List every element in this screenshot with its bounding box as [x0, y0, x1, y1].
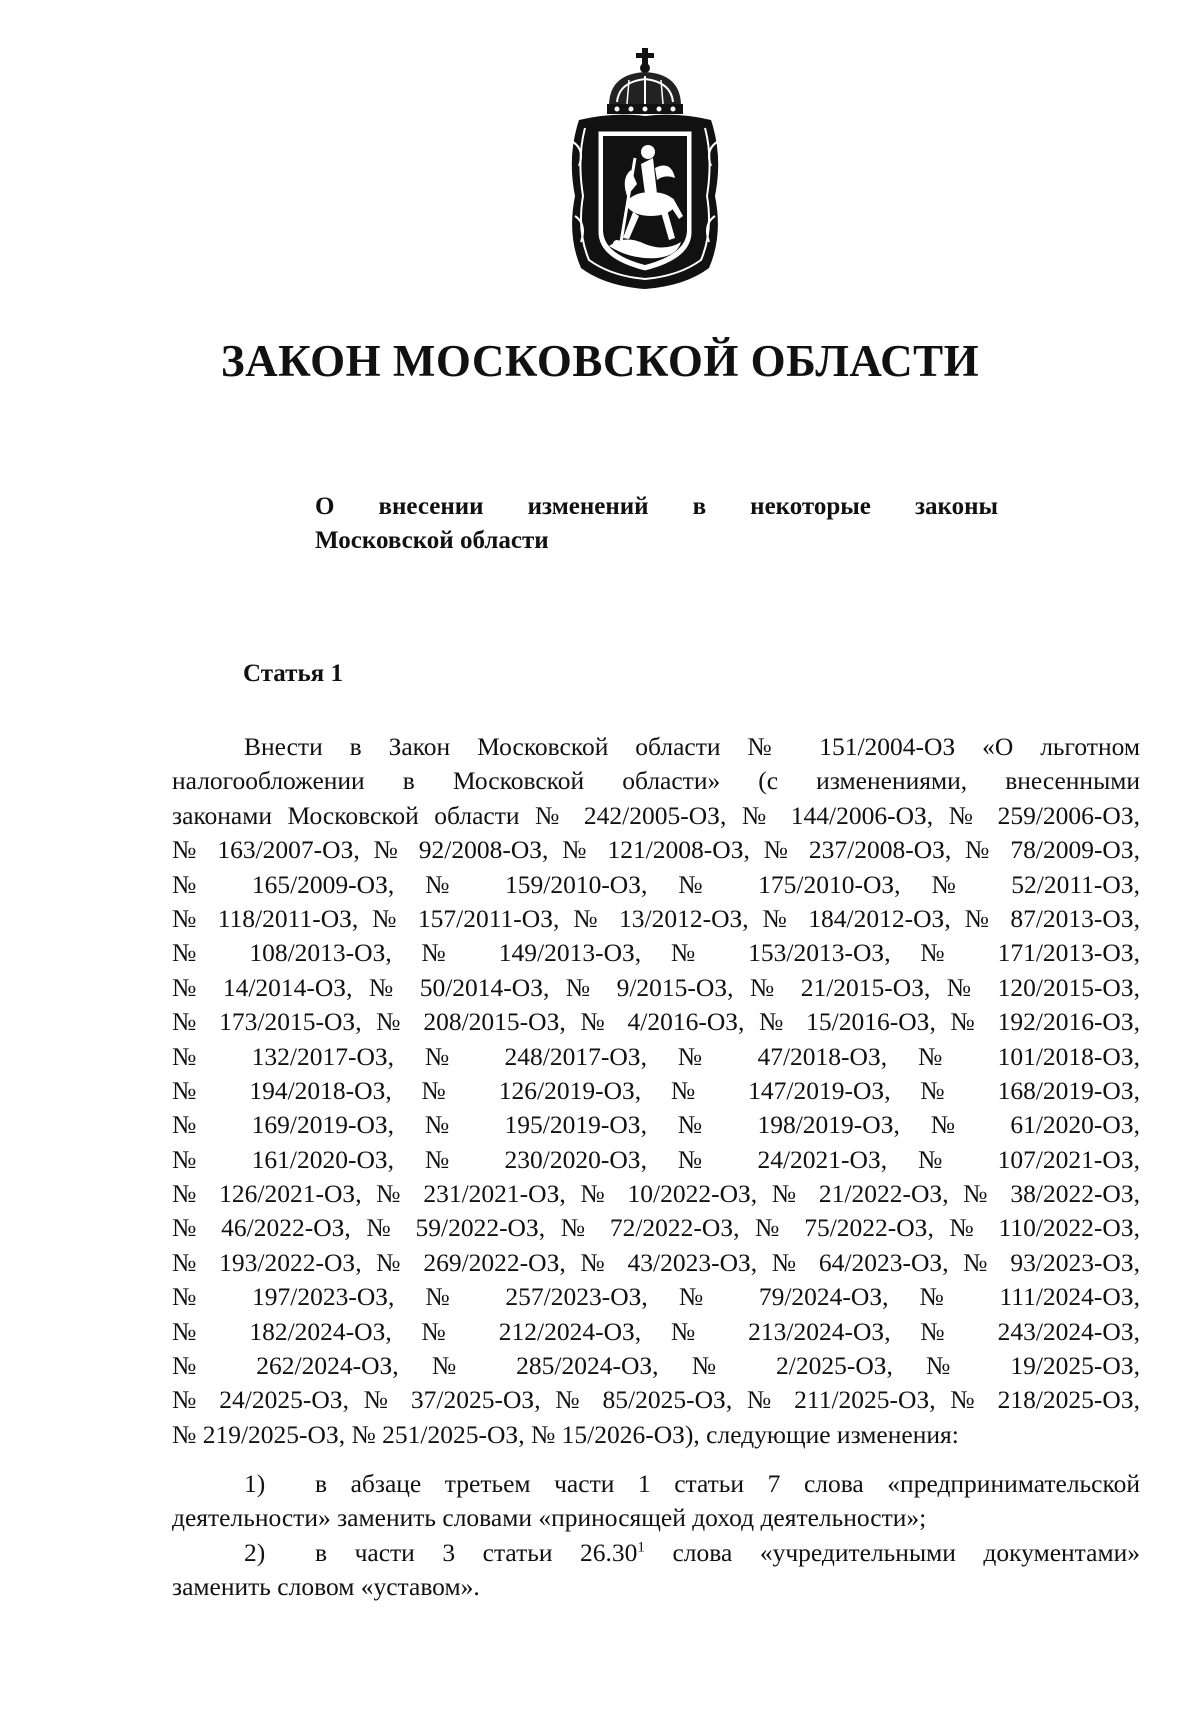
paragraph-line: № 173/2015-ОЗ, № 208/2015-ОЗ, № 4/2016-ОЗ, № 15/2016-ОЗ, № 192/2016-ОЗ,	[172, 1007, 1140, 1037]
article-paragraph	[172, 730, 1140, 1452]
list-item-text: в абзаце третьем части 1 статьи 7 слова «предпринимательской	[315, 1469, 1140, 1498]
paragraph-line: № 193/2022-ОЗ, № 269/2022-ОЗ, № 43/2023-ОЗ, № 64/2023-ОЗ, № 93/2023-ОЗ,	[172, 1247, 1140, 1277]
article-heading: Статья 1	[243, 660, 343, 687]
moscow-oblast-coat-of-arms-icon	[565, 46, 725, 291]
list-item-text: деятельности» заменить словами «приносящей доход деятельности»;	[172, 1503, 927, 1533]
law-title: ЗАКОН МОСКОВСКОЙ ОБЛАСТИ	[220, 336, 980, 386]
paragraph-line: № 169/2019-ОЗ, № 195/2019-ОЗ, № 198/2019-ОЗ, № 61/2020-ОЗ,	[172, 1110, 1140, 1140]
paragraph-line: № 219/2025-ОЗ, № 251/2025-ОЗ, № 15/2026-ОЗ), следующие изменения:	[172, 1419, 959, 1449]
subtitle-line: Московской области	[315, 527, 549, 555]
paragraph-line: № 108/2013-ОЗ, № 149/2013-ОЗ, № 153/2013-ОЗ, № 171/2013-ОЗ,	[172, 938, 1140, 968]
list-item	[172, 1536, 1140, 1605]
paragraph-line: № 194/2018-ОЗ, № 126/2019-ОЗ, № 147/2019-ОЗ, № 168/2019-ОЗ,	[172, 1075, 1140, 1105]
subtitle-line: О внесении изменений в некоторые законы	[315, 493, 998, 520]
paragraph-line: Внести в Закон Московской области № 151/2004-ОЗ «О льготном	[244, 732, 1140, 761]
paragraph-line: налогообложении в Московской области» (с изменениями, внесенными	[172, 766, 1140, 796]
list-item-number: 2)	[244, 1538, 266, 1567]
list-item-text: заменить словом «уставом».	[172, 1572, 480, 1602]
paragraph-line: № 197/2023-ОЗ, № 257/2023-ОЗ, № 79/2024-ОЗ, № 111/2024-ОЗ,	[172, 1282, 1140, 1312]
paragraph-line: № 165/2009-ОЗ, № 159/2010-ОЗ, № 175/2010-ОЗ, № 52/2011-ОЗ,	[172, 869, 1140, 899]
paragraph-line: № 14/2014-ОЗ, № 50/2014-ОЗ, № 9/2015-ОЗ, № 21/2015-ОЗ, № 120/2015-ОЗ,	[172, 972, 1140, 1002]
paragraph-line: № 161/2020-ОЗ, № 230/2020-ОЗ, № 24/2021-ОЗ, № 107/2021-ОЗ,	[172, 1144, 1140, 1174]
law-subtitle	[315, 488, 998, 557]
paragraph-line: № 132/2017-ОЗ, № 248/2017-ОЗ, № 47/2018-ОЗ, № 101/2018-ОЗ,	[172, 1041, 1140, 1071]
superscript: 1	[637, 1539, 645, 1556]
list-item	[172, 1467, 1140, 1536]
paragraph-line: № 182/2024-ОЗ, № 212/2024-ОЗ, № 213/2024-ОЗ, № 243/2024-ОЗ,	[172, 1316, 1140, 1346]
paragraph-line: № 163/2007-ОЗ, № 92/2008-ОЗ, № 121/2008-ОЗ, № 237/2008-ОЗ, № 78/2009-ОЗ,	[172, 835, 1140, 865]
coat-of-arms-emblem	[565, 46, 725, 291]
paragraph-line: № 262/2024-ОЗ, № 285/2024-ОЗ, № 2/2025-ОЗ, № 19/2025-ОЗ,	[172, 1351, 1140, 1381]
paragraph-line: № 46/2022-ОЗ, № 59/2022-ОЗ, № 72/2022-ОЗ, № 75/2022-ОЗ, № 110/2022-ОЗ,	[172, 1213, 1140, 1243]
paragraph-line: законами Московской области № 242/2005-ОЗ, № 144/2006-ОЗ, № 259/2006-ОЗ,	[172, 800, 1140, 830]
paragraph-line: № 118/2011-ОЗ, № 157/2011-ОЗ, № 13/2012-ОЗ, № 184/2012-ОЗ, № 87/2013-ОЗ,	[172, 903, 1140, 933]
paragraph-line: № 126/2021-ОЗ, № 231/2021-ОЗ, № 10/2022-ОЗ, № 21/2022-ОЗ, № 38/2022-ОЗ,	[172, 1179, 1140, 1209]
paragraph-line: № 24/2025-ОЗ, № 37/2025-ОЗ, № 85/2025-ОЗ, № 211/2025-ОЗ, № 218/2025-ОЗ,	[172, 1385, 1140, 1415]
list-item-number: 1)	[244, 1469, 266, 1498]
list-item-text: в части 3 статьи 26.30$^1$ слова «учредительными документами»	[315, 1538, 1140, 1567]
